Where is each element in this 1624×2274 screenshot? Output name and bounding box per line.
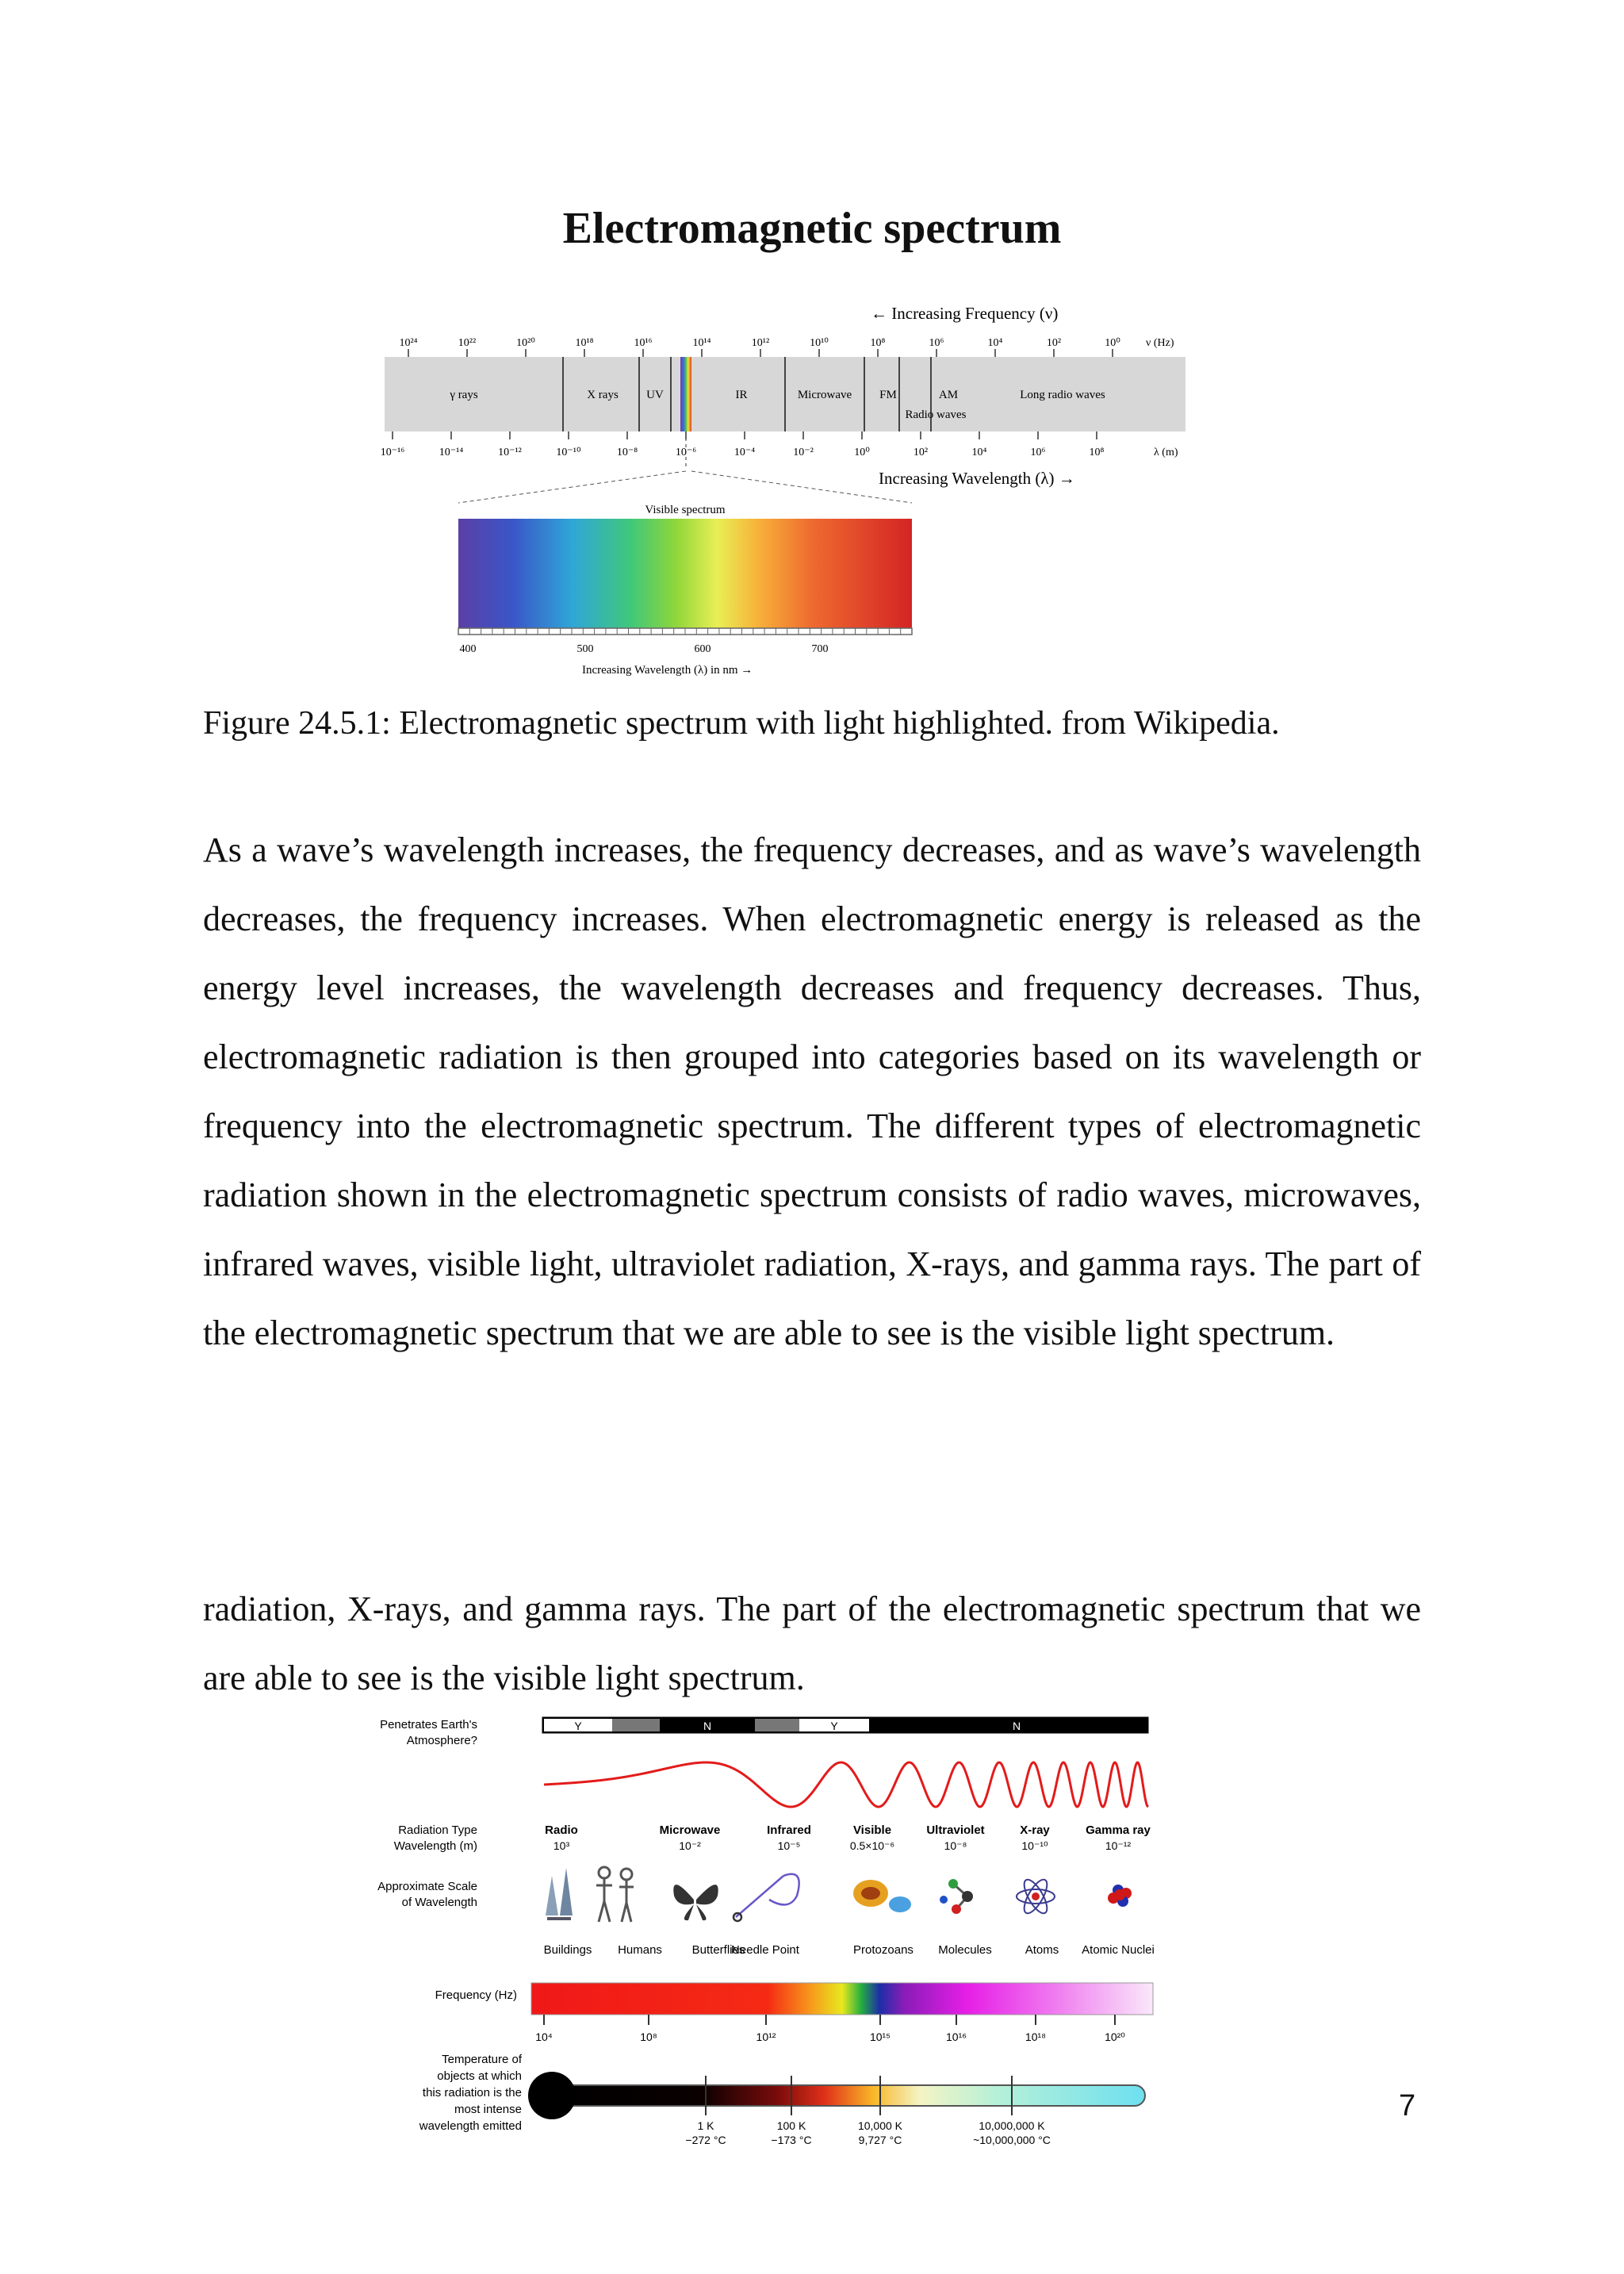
wave-tick: 10² bbox=[913, 447, 929, 458]
freq-tick: 10¹⁸ bbox=[1025, 2030, 1047, 2043]
freq-tick: 10⁸ bbox=[640, 2030, 657, 2043]
radiation-types-diagram bbox=[377, 1709, 1174, 2153]
wave-heading: Increasing Wavelength (λ) → bbox=[879, 469, 1075, 488]
freq-tick: 10⁰ bbox=[1105, 337, 1120, 349]
body-paragraph-1 bbox=[203, 815, 1421, 1367]
band-label: γ rays bbox=[450, 389, 478, 401]
temperature-tick-labels bbox=[685, 2119, 1050, 2146]
freq-tick: 10¹² bbox=[751, 337, 770, 349]
band-label: Long radio waves bbox=[1020, 389, 1105, 401]
temp-celsius: −173 °C bbox=[771, 2134, 812, 2146]
freq-tick: 10¹⁶ bbox=[946, 2030, 967, 2043]
temp-kelvin: 1 K bbox=[697, 2119, 714, 2132]
scale-object: Buildings bbox=[543, 1943, 592, 1957]
radiation-type-names bbox=[545, 1823, 1151, 1837]
frequency-tick-labels bbox=[535, 2030, 1125, 2043]
penetration-y-1: Y bbox=[574, 1720, 582, 1732]
radiation-type: Ultraviolet bbox=[926, 1823, 985, 1837]
figure-caption: Figure 24.5.1: Electromagnetic spectrum with light highlighted. from Wikipedia. bbox=[203, 705, 1280, 742]
molecule-icon bbox=[940, 1879, 973, 1914]
scale-object: Needle Point bbox=[731, 1943, 799, 1957]
radiation-type: Gamma ray bbox=[1086, 1823, 1151, 1837]
radiation-type-wavelength: 10³ bbox=[553, 1839, 570, 1852]
temperature-label-line: objects at which bbox=[437, 2069, 522, 2083]
band-label: UV bbox=[646, 389, 664, 401]
wave-tick: 10⁻² bbox=[793, 447, 814, 458]
band-label: X rays bbox=[587, 389, 619, 401]
radiation-type: Infrared bbox=[767, 1823, 811, 1837]
wave-tick: 10⁻¹⁶ bbox=[380, 447, 405, 458]
radio-waves-label: Radio waves bbox=[905, 408, 967, 421]
wave-tick: 10⁶ bbox=[1030, 447, 1046, 458]
penetrates-label-2: Atmosphere? bbox=[406, 1734, 477, 1747]
scale-object-names bbox=[544, 1943, 1155, 1957]
freq-tick: 10²² bbox=[458, 337, 477, 349]
freq-tick: 10⁴ bbox=[987, 337, 1003, 349]
temp-kelvin: 10,000 K bbox=[857, 2119, 903, 2132]
freq-tick: 10²⁰ bbox=[1105, 2030, 1125, 2043]
temperature-bar bbox=[552, 2085, 1145, 2106]
temperature-label-line: this radiation is the bbox=[422, 2086, 522, 2100]
protozoan-icon bbox=[853, 1880, 911, 1912]
freq-tick: 10¹⁵ bbox=[869, 2030, 891, 2043]
visible-tick: 500 bbox=[576, 643, 594, 655]
visible-tick-labels bbox=[460, 643, 829, 655]
freq-tick: 10¹⁰ bbox=[810, 337, 829, 349]
wave-tick: 10⁻⁸ bbox=[616, 447, 638, 458]
scale-object: Atoms bbox=[1025, 1943, 1059, 1957]
body-paragraph-2 bbox=[203, 1574, 1421, 1712]
freq-tick: 10²⁰ bbox=[516, 337, 535, 349]
freq-tick: 10⁶ bbox=[929, 337, 944, 349]
visible-gradient bbox=[458, 519, 912, 628]
wave-unit: λ (m) bbox=[1154, 447, 1178, 458]
radiation-type-wavelength: 10⁻¹² bbox=[1105, 1839, 1132, 1852]
frequency-label: Frequency (Hz) bbox=[435, 1988, 517, 2002]
frequency-bar bbox=[531, 1983, 1153, 2015]
radiation-type-wavelength: 0.5×10⁻⁶ bbox=[849, 1839, 895, 1852]
penetration-y-2: Y bbox=[830, 1720, 838, 1732]
radiation-type: X-ray bbox=[1020, 1823, 1050, 1837]
band-label: IR bbox=[735, 389, 748, 401]
wave-line bbox=[544, 1762, 1148, 1807]
radiation-type-wavelength: 10⁻¹⁰ bbox=[1021, 1839, 1048, 1852]
em-spectrum-diagram bbox=[373, 295, 1197, 692]
wave-tick: 10⁻¹² bbox=[498, 447, 522, 458]
freq-tick: 10¹⁸ bbox=[575, 337, 594, 349]
radiation-type-wavelength: 10⁻⁸ bbox=[944, 1839, 967, 1852]
humans-icon bbox=[596, 1867, 634, 1922]
freq-tick-labels bbox=[399, 337, 1120, 357]
freq-tick: 10²⁴ bbox=[399, 337, 418, 349]
visible-tick: 700 bbox=[811, 643, 829, 655]
visible-slice bbox=[680, 357, 691, 431]
visible-tick: 600 bbox=[694, 643, 711, 655]
temp-celsius: ~10,000,000 °C bbox=[973, 2134, 1051, 2146]
wave-tick: 10⁴ bbox=[971, 447, 987, 458]
temperature-label-line: Temperature of bbox=[442, 2053, 522, 2066]
wave-tick: 10⁰ bbox=[854, 447, 870, 458]
temperature-label-line: wavelength emitted bbox=[419, 2119, 522, 2133]
freq-unit: ν (Hz) bbox=[1146, 337, 1174, 349]
wave-tick: 10⁻¹⁴ bbox=[439, 447, 464, 458]
page-number: 7 bbox=[1399, 2089, 1416, 2123]
paragraph-text: As a wave’s wavelength increases, the frequency decreases, and as wave’s wavelength decreases, the frequency increases. When electromagnetic energy is released as the energy level increases, the wavelength decreases and frequency decreases. Thus, electromagnetic radiation is then grouped into categories based on its wavelength or frequency into the electromagnetic spectrum. The different types of electromagnetic radiation shown in the electromagnetic spectrum consists of radio waves, microwaves, infrared waves, visible light, ultraviolet radiation, X-rays, and gamma rays. The part of the electromagnetic spectrum that we are able to see is the visible light spectrum. bbox=[203, 830, 1421, 1352]
scale-object: Protozoans bbox=[853, 1943, 914, 1957]
band-label: AM bbox=[938, 389, 959, 401]
radiation-type: Radio bbox=[545, 1823, 578, 1837]
scale-object: Molecules bbox=[938, 1943, 992, 1957]
radiation-type: Microwave bbox=[659, 1823, 721, 1837]
scale-object: Butterflies bbox=[691, 1943, 745, 1957]
temp-celsius: −272 °C bbox=[685, 2134, 726, 2146]
paragraph-text: radiation, X-rays, and gamma rays. The part of the electromagnetic spectrum that we are able to see is the visible light spectrum. bbox=[203, 1589, 1421, 1697]
atomic-nucleus-icon bbox=[1108, 1885, 1132, 1907]
penetration-n-1: N bbox=[703, 1720, 712, 1732]
band-label: FM bbox=[879, 389, 897, 401]
freq-tick: 10¹⁶ bbox=[634, 337, 653, 349]
temperature-label-line: most intense bbox=[454, 2103, 522, 2116]
band-label: Microwave bbox=[797, 389, 852, 401]
radiation-type-wavelength: 10⁻² bbox=[679, 1839, 701, 1852]
wave-tick: 10⁻⁶ bbox=[675, 447, 697, 458]
freq-heading: ← Increasing Frequency (ν) bbox=[871, 304, 1059, 323]
atom-icon bbox=[1017, 1877, 1055, 1917]
scale-label-1: Approximate Scale bbox=[377, 1880, 477, 1893]
temperature-label bbox=[419, 2053, 523, 2133]
radiation-type-wavelength: 10⁻⁵ bbox=[777, 1839, 801, 1852]
visible-axis-label: Increasing Wavelength (λ) in nm → bbox=[582, 664, 753, 677]
wave-tick: 10⁻⁴ bbox=[733, 447, 756, 458]
butterfly-icon bbox=[673, 1885, 718, 1920]
scale-object: Atomic Nuclei bbox=[1082, 1943, 1155, 1957]
scale-label-2: of Wavelength bbox=[401, 1896, 477, 1909]
buildings-icon bbox=[546, 1868, 573, 1920]
wavelength-tick-labels bbox=[381, 431, 1105, 458]
radiation-type-label: Radiation Type bbox=[398, 1823, 477, 1837]
temp-celsius: 9,727 °C bbox=[858, 2134, 902, 2146]
freq-tick: 10¹² bbox=[756, 2030, 776, 2043]
freq-tick: 10¹⁴ bbox=[692, 337, 711, 349]
visible-spectrum-label: Visible spectrum bbox=[645, 504, 726, 516]
visible-tick: 400 bbox=[459, 643, 477, 655]
penetration-n-2: N bbox=[1012, 1720, 1021, 1732]
page-title: Electromagnetic spectrum bbox=[562, 204, 1062, 253]
freq-tick: 10² bbox=[1046, 337, 1062, 349]
em-spectrum-figure bbox=[373, 295, 1197, 692]
radiation-types-figure bbox=[377, 1709, 1174, 2153]
thermometer-bulb bbox=[528, 2072, 576, 2119]
wave-tick: 10⁸ bbox=[1089, 447, 1105, 458]
scale-object: Humans bbox=[618, 1943, 662, 1957]
temp-kelvin: 100 K bbox=[776, 2119, 806, 2132]
needle-icon bbox=[733, 1874, 799, 1921]
penetrates-label-1: Penetrates Earth's bbox=[380, 1718, 477, 1731]
temp-kelvin: 10,000,000 K bbox=[979, 2119, 1045, 2132]
radiation-type-wavelengths bbox=[553, 1839, 1132, 1852]
wavelength-label: Wavelength (m) bbox=[393, 1839, 477, 1853]
radiation-type: Visible bbox=[852, 1823, 892, 1837]
wave-tick: 10⁻¹⁰ bbox=[556, 447, 581, 458]
freq-tick: 10⁴ bbox=[535, 2030, 553, 2043]
freq-tick: 10⁸ bbox=[870, 337, 886, 349]
